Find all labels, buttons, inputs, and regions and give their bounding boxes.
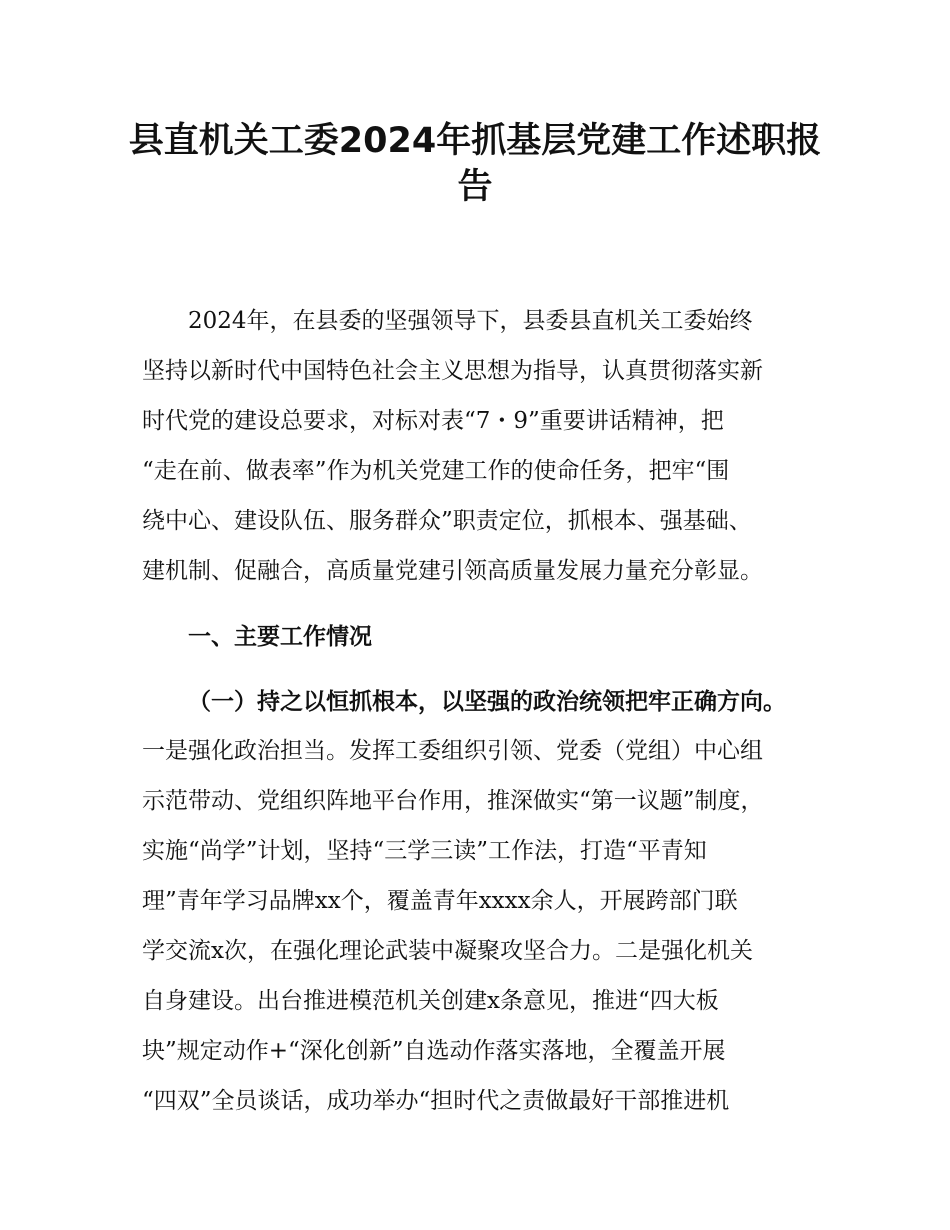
intro-line-5: 绕中心、建设队伍、服务群众”职责定位，抓根本、强基础、 xyxy=(142,508,752,534)
intro-line-6: 建机制、促融合，高质量党建引领高质量发展力量充分彰显。 xyxy=(142,558,763,584)
intro-line-2: 坚持以新时代中国特色社会主义思想为指导，认真贯彻落实新 xyxy=(142,358,763,384)
body-line-7: 块”规定动作+“深化创新”自选动作落实落地，全覆盖开展 xyxy=(142,1038,726,1064)
section-heading: 一、主要工作情况 xyxy=(188,624,372,650)
body-line-8: “四双”全员谈话，成功举办“担时代之责做最好干部推进机 xyxy=(142,1088,730,1114)
body-line-6: 自身建设。出台推进模范机关创建x条意见，推进“四大板 xyxy=(142,988,719,1014)
intro-line-3: 时代党的建设总要求，对标对表“7・9”重要讲话精神，把 xyxy=(142,408,724,434)
body-line-3: 实施“尚学”计划，坚持“三学三读”工作法，打造“平青知 xyxy=(142,838,707,864)
body-line-1: 一是强化政治担当。发挥工委组织引领、党委（党组）中心组 xyxy=(142,738,763,764)
document-title-line-1: 县直机关工委2024年抓基层党建工作述职报 xyxy=(128,121,822,161)
body-line-2: 示范带动、党组织阵地平台作用，推深做实“第一议题”制度， xyxy=(142,788,764,814)
body-line-4: 理”青年学习品牌xx个，覆盖青年xxxx余人，开展跨部门联 xyxy=(142,888,738,914)
body-line-5: 学交流x次，在强化理论武装中凝聚攻坚合力。二是强化机关 xyxy=(142,938,753,964)
document-title-line-2: 告 xyxy=(457,167,493,207)
intro-line-4: “走在前、做表率”作为机关党建工作的使命任务，把牢“围 xyxy=(142,458,730,484)
subsection-heading: （一）持之以恒抓根本，以坚强的政治统领把牢正确方向。 xyxy=(188,689,786,715)
intro-line-1: 2024年，在县委的坚强领导下，县委县直机关工委始终 xyxy=(188,308,753,334)
